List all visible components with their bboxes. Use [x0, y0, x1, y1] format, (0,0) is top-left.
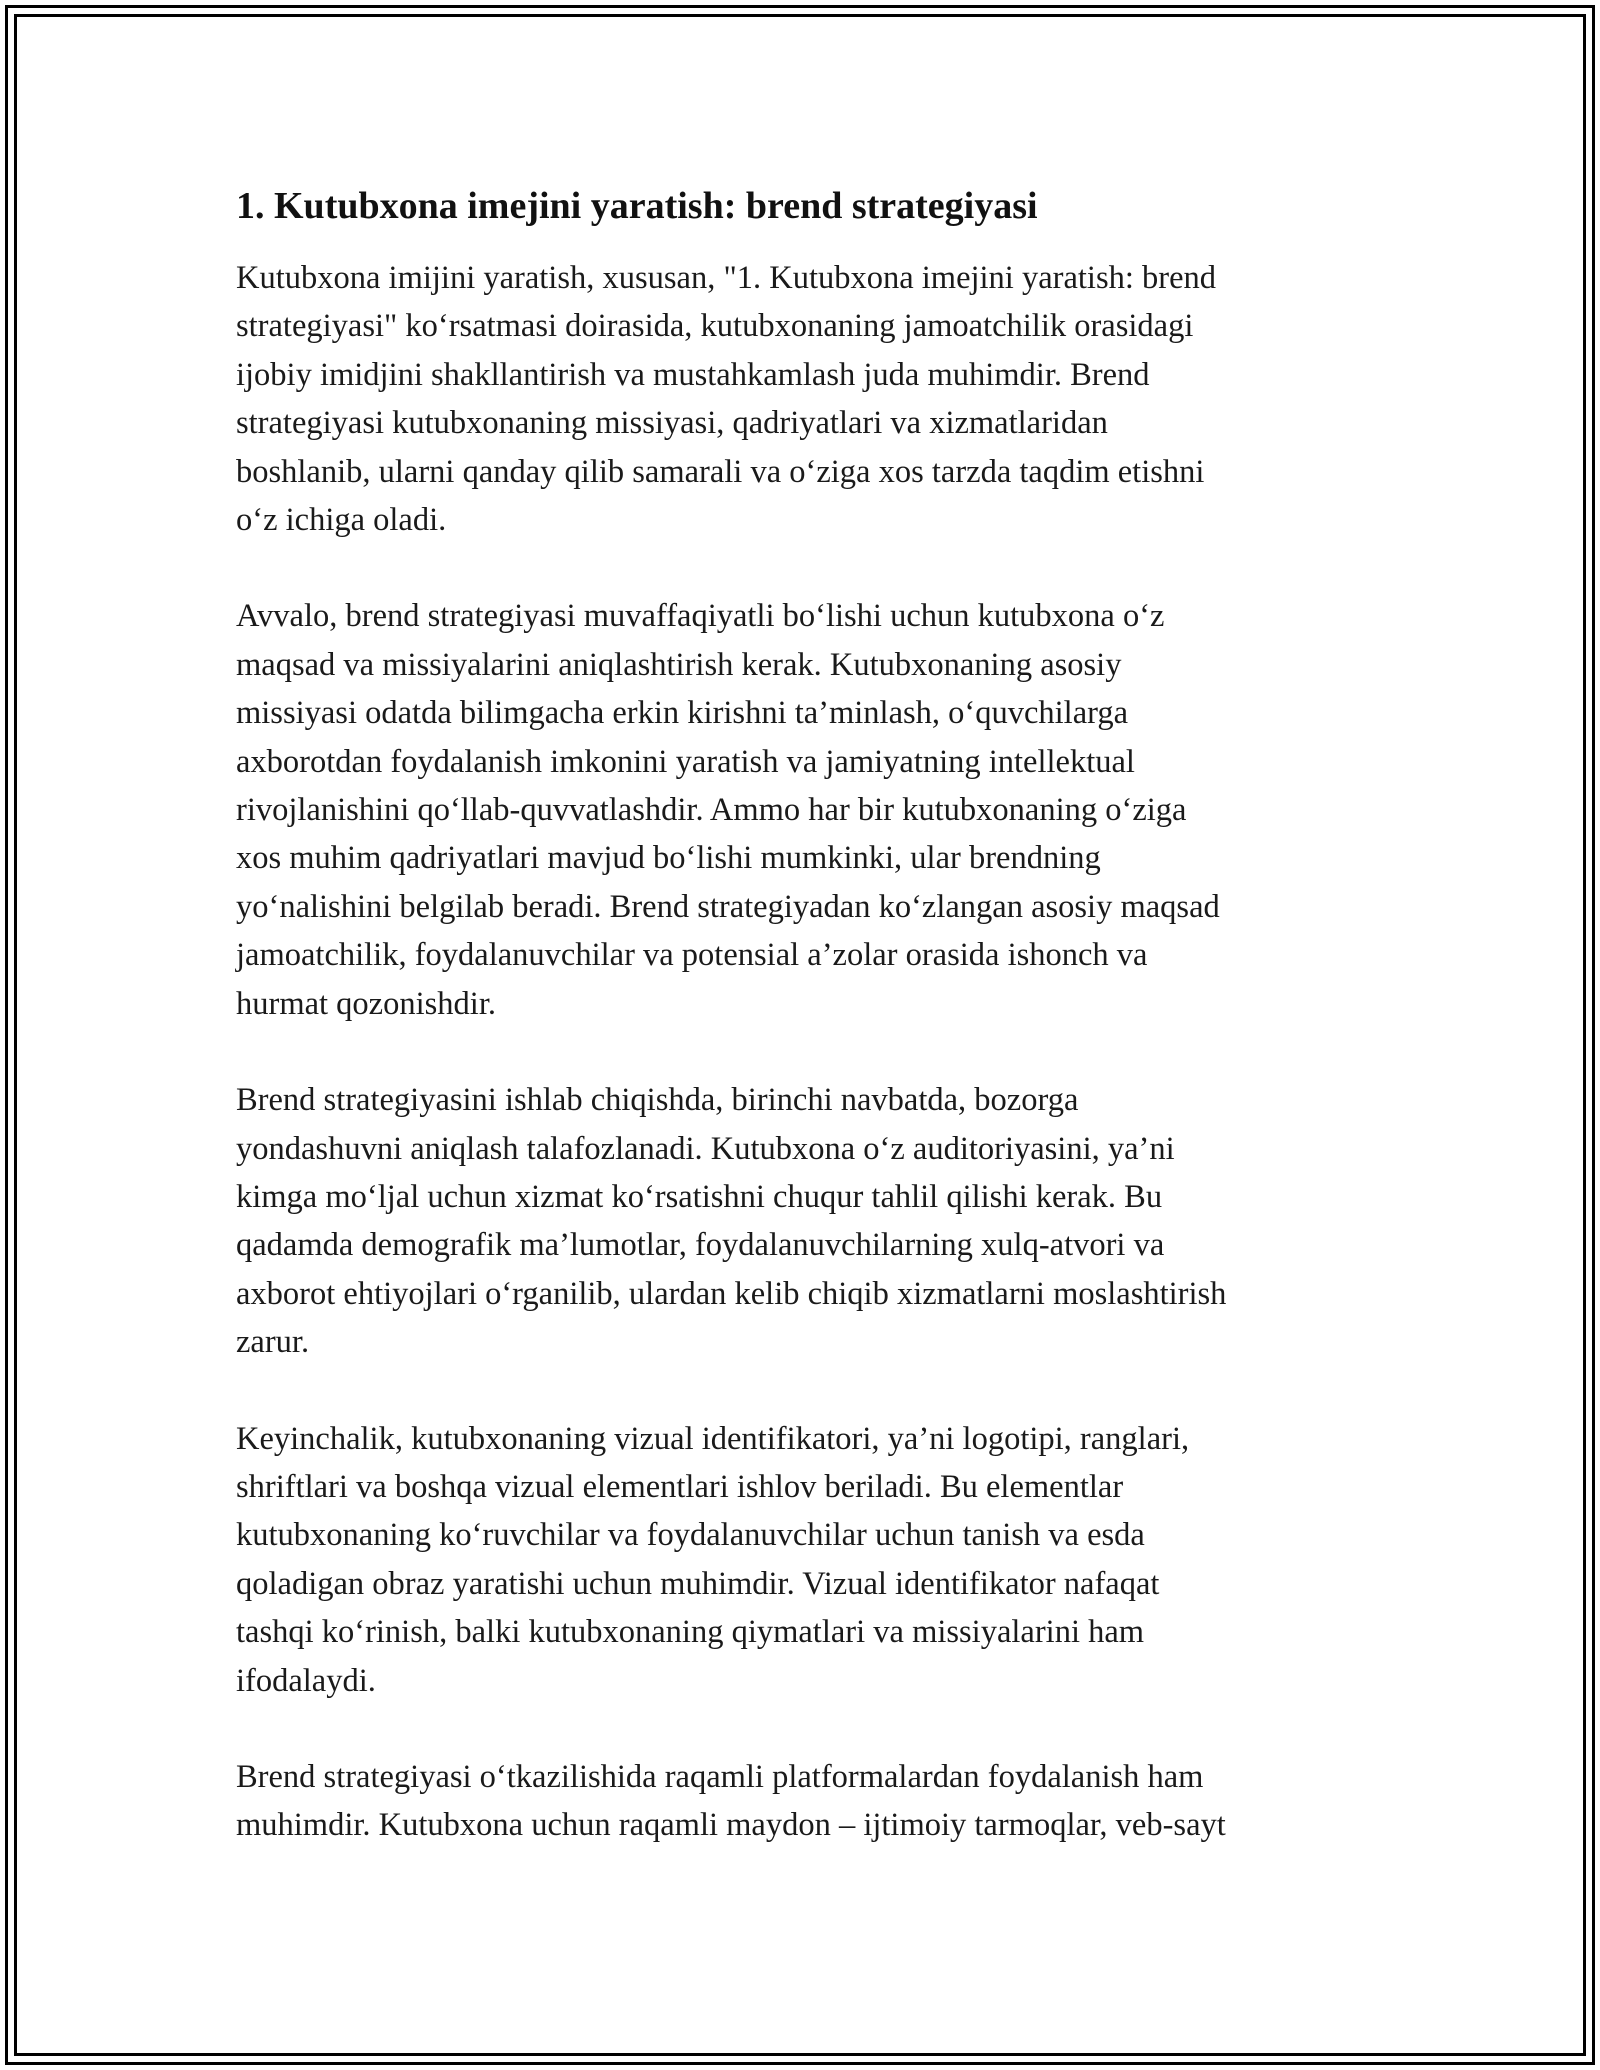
paragraph-line: maqsad va missiyalarini aniqlashtirish kerak. Kutubxonaning asosiy [236, 646, 1122, 683]
paragraph-line: kutubxonaning ko‘ruvchilar va foydalanuvchilar uchun tanish va esda [236, 1517, 1145, 1554]
paragraph-line: jamoatchilik, foydalanuvchilar va potensial a’zolar orasida ishonch va [236, 937, 1148, 974]
paragraph-1 [236, 254, 1356, 544]
paragraph-line: qoladigan obraz yaratishi uchun muhimdir. Vizual identifikator nafaqat [236, 1565, 1160, 1602]
paragraph-line: o‘z ichiga oladi. [236, 502, 447, 539]
paragraph-line: yo‘nalishini belgilab beradi. Brend strategiyadan ko‘zlangan asosiy maqsad [236, 888, 1220, 925]
paragraph-line: strategiyasi" ko‘rsatmasi doirasida, kutubxonaning jamoatchilik orasidagi [236, 308, 1194, 345]
paragraph-line: tashqi ko‘rinish, balki kutubxonaning qiymatlari va missiyalarini ham [236, 1614, 1145, 1651]
paragraph-line: ifodalaydi. [236, 1662, 376, 1699]
paragraph-line: shriftlari va boshqa vizual elementlari ishlov beriladi. Bu elementlar [236, 1468, 1124, 1505]
paragraph-line: axborotdan foydalanish imkonini yaratish va jamiyatning intellektual [236, 743, 1135, 780]
paragraph-line: missiyasi odatda bilimgacha erkin kirishni ta’minlash, o‘quvchilarga [236, 695, 1129, 732]
paragraph-line: Keyinchalik, kutubxonaning vizual identifikatori, ya’ni logotipi, ranglari, [236, 1420, 1190, 1457]
paragraph-line: Kutubxona imijini yaratish, xususan, "1. Kutubxona imejini yaratish: brend [236, 260, 1216, 296]
paragraph-line: rivojlanishini qo‘llab-quvvatlashdir. Ammo har bir kutubxonaning o‘ziga [236, 792, 1187, 829]
paragraph-line: boshlanib, ularni qanday qilib samarali va o‘ziga xos tarzda taqdim etishni [236, 453, 1205, 490]
paragraph-line: Avvalo, brend strategiyasi muvaffaqiyatli bo‘lishi uchun kutubxona o‘z [236, 598, 1165, 635]
paragraph-line: axborot ehtiyojlari o‘rganilib, ulardan kelib chiqib xizmatlarni moslashtirish [236, 1275, 1227, 1312]
paragraph-5 [236, 1753, 1356, 1850]
paragraph-3 [236, 1076, 1356, 1366]
paragraph-line: qadamda demografik ma’lumotlar, foydalanuvchilarning xulq-atvori va [236, 1227, 1165, 1264]
paragraph-line: Brend strategiyasini ishlab chiqishda, birinchi navbatda, bozorga [236, 1082, 1079, 1119]
paragraph-line: kimga mo‘ljal uchun xizmat ko‘rsatishni chuqur tahlil qilishi kerak. Bu [236, 1178, 1163, 1215]
paragraph-2 [236, 592, 1356, 1028]
paragraph-line: hurmat qozonishdir. [236, 985, 496, 1022]
paragraph-line: zarur. [236, 1324, 310, 1361]
document-body [236, 180, 1356, 1898]
paragraph-4 [236, 1415, 1356, 1705]
paragraph-line: Brend strategiyasi o‘tkazilishida raqamli platformalardan foydalanish ham [236, 1758, 1204, 1795]
paragraph-line: yondashuvni aniqlash talafozlanadi. Kutubxona o‘z auditoriyasini, ya’ni [236, 1130, 1175, 1167]
paragraph-line: ijobiy imidjini shakllantirish va mustahkamlash juda muhimdir. Brend [236, 356, 1150, 393]
paragraph-line: xos muhim qadriyatlari mavjud bo‘lishi mumkinki, ular brendning [236, 840, 1101, 877]
section-heading: 1. Kutubxona imejini yaratish: brend strategiyasi [236, 185, 1038, 227]
paragraph-line: strategiyasi kutubxonaning missiyasi, qadriyatlari va xizmatlaridan [236, 405, 1108, 442]
paragraph-line: muhimdir. Kutubxona uchun raqamli maydon – ijtimoiy tarmoqlar, veb-sayt [236, 1807, 1226, 1844]
